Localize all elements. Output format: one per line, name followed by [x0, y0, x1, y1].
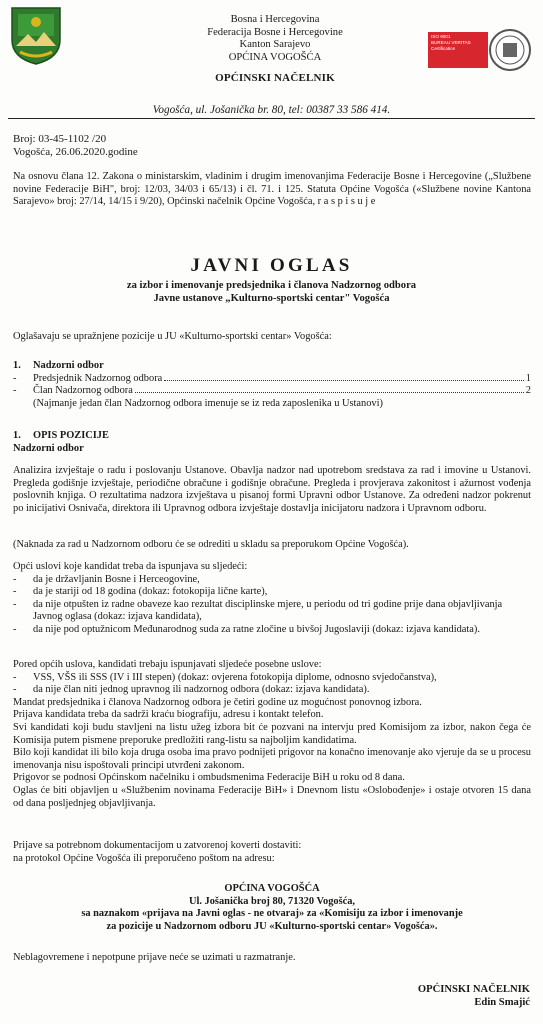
late-applications-notice: Neblagovremene i nepotpune prijave neće se uzimati u razmatranje. [13, 952, 296, 963]
position-row [13, 373, 531, 386]
address-marking-line-1: sa naznakom «prijava na Javni oglas - ne otvaraj» za «Komisiju za izbor i imenovanje [81, 908, 463, 920]
list-item-text: da je stariji od 18 godina (dokaz: fotokopija lične karte), [33, 586, 268, 598]
submission-line-1: Prijave sa potrebnom dokumentacijom u zatvorenoj koverti dostaviti: [13, 840, 302, 851]
list-item-text: da nije pod optužnicom Međunarodnog suda za ratne zločine u bivšoj Jugoslaviji (dokaz: izjava kandidata). [33, 623, 480, 635]
position-count: 2 [525, 385, 531, 397]
document-meta [13, 133, 313, 159]
section-number: 1. [13, 430, 21, 441]
header-institution-lines [155, 14, 395, 85]
page-subtitle [0, 280, 543, 305]
intro-text: Na osnovu člana 12. Zakona o ministarskim, vladinim i drugim imenovanjima Federacije Bosne i Hercegovine („Službene novine Federacije BiH", broj: 12/03, 34/03 i 65/13) i čl. 71. i 125. Statuta Općine Vogošća («Službene novine Kantona Sarajevo» broj: 27/14, 14/15 i 9/20), Općinski načelnik Općine Vogošća, [13, 171, 531, 208]
complaint-right-paragraph: Bilo koji kandidat ili bilo koja druga osoba ima pravo podnijeti prigovor na konačno imenovanje ako vjeruje da se u procesu imenovanja nisu ispoštovali principi utvrđeni zakonom. [13, 747, 531, 771]
header-divider [8, 118, 535, 119]
special-conditions-intro: Pored općih uslova, kandidati trebaju ispunjavati sljedeće posebne uslove: [13, 659, 322, 670]
bureau-veritas-seal-icon [488, 28, 532, 72]
list-item [13, 599, 531, 624]
position-label: Član Nadzornog odbora [33, 385, 133, 397]
header-office-title: OPĆINSKI NAČELNIK [215, 72, 335, 84]
interview-paragraph: Svi kandidati koji budu stavljeni na listu užeg izbora bit će pozvani na intervju pred Komisijom za izbor, nakon čega će Komisija putem pismene preporuke predložiti rang-listu sa najboljim kandidatima. [13, 721, 531, 746]
municipality-crest-icon [10, 6, 62, 66]
position-label: Predsjednik Nadzornog odbora [33, 372, 163, 384]
section-subheading: Nadzorni odbor [13, 442, 84, 454]
submission-instructions [13, 840, 531, 865]
list-item-mark: - [13, 586, 17, 598]
address-marking-line-2: za pozicije u Nadzornom odboru JU «Kulturno-sportski centar» Vogošća». [106, 920, 438, 932]
general-conditions-intro: Opći uslovi koje kandidat treba da ispunjava su sljedeći: [13, 561, 248, 572]
subtitle-line-1: za izbor i imenovanje predsjednika i članova Nadzornog odbora [126, 280, 417, 291]
address-recipient: OPĆINA VOGOŠĆA [224, 883, 320, 894]
list-item-text: da je državljanin Bosne i Herceogovine, [33, 573, 200, 585]
intro-announces: r a s p i s u j e [317, 196, 376, 208]
list-item-text: VSS, VŠS ili SSS (IV i III stepen) (dokaz: ovjerena fotokopija diplome, odnosno svjedočanstva), [33, 671, 437, 683]
submission-line-2: na protokol Općine Vogošća ili preporučeno poštom na adresu: [13, 852, 275, 864]
position-bullet: - [13, 372, 17, 384]
header-line-country: Bosna i Hercegovina [230, 14, 320, 25]
mandate-paragraph: Mandat predsjednika i članova Nadzornog odbora je četiri godine uz mogućnost ponovnog izbora. [13, 696, 422, 708]
header-line-municipality: OPĆINA VOGOŠĆA [228, 51, 322, 63]
dot-leader [164, 380, 524, 381]
position-bullet: - [13, 385, 17, 397]
list-item-mark: - [13, 623, 17, 635]
cert-line-2: BUREAU VERITAS [431, 40, 471, 45]
description-paragraph: Analizira izvještaje o radu i poslovanju Ustanove. Obavlja nadzor nad upotrebom sredstava za rad i imovine u Ustanovi. Pregleda godišnje izvještaje, periodične obračune i godišnje obračune. Pregleda i provjerava zakonitost i ažurnost vođenja poslovnih knjiga. O rezultatima nadzora izvještava u pisanoj formi Upravni odbor Ustanove. Za određeni nadzor pokrenut po inicijativi Osnivača, direktora ili Upravnog odbora izvještaje dostavlja inicijatoru nadzora i Upravnom odboru. [13, 465, 531, 514]
delivery-address-block [13, 883, 531, 933]
intro-paragraph [13, 171, 531, 209]
cert-line-3: Certification [431, 46, 456, 51]
dot-leader [135, 392, 524, 393]
list-item-mark: - [13, 671, 17, 683]
list-item-text: da nije član niti jednog upravnog ili nadzornog odbora (dokaz: izjava kandidata). [33, 684, 370, 696]
document-number: Broj: 03-45-1102 /20 [13, 133, 107, 145]
signature-title: OPĆINSKI NAČELNIK [417, 984, 530, 995]
list-item [13, 574, 531, 587]
section-supervisory-board [13, 360, 531, 410]
general-conditions [13, 561, 531, 637]
header-line-federation: Federacija Bosne i Hercegovine [207, 26, 343, 38]
subtitle-line-2: Javne ustanove „Kulturno-sportski centar" Vogošća [153, 292, 390, 304]
signature-name: Edin Smajić [474, 997, 530, 1008]
section-position-description [13, 430, 531, 455]
complaint-deadline-paragraph: Prigovor se podnosi Općinskom načelniku i ombudsmenima Federacije BiH u roku od 8 dana. [13, 772, 405, 784]
publication-paragraph: Oglas će biti objavljen u «Službenim novinama Federacije BiH» i Dnevnom listu «Oslobođenje» i ostaje otvoren 15 dana od dana posljednjeg objavljivanja. [13, 784, 531, 809]
document-place-date: Vogošća, 26.06.2020.godine [13, 146, 138, 158]
section-heading: OPIS POZICIJE [33, 430, 109, 441]
list-item-mark: - [13, 573, 17, 585]
list-item-mark: - [13, 684, 17, 696]
position-count: 1 [525, 372, 531, 384]
section-heading: Nadzorni odbor [33, 360, 104, 371]
iso-certification-badge [428, 32, 488, 68]
page-title: JAVNI OGLAS [190, 255, 353, 276]
section-number: 1. [13, 360, 21, 371]
list-item [13, 624, 531, 637]
section-note: (Najmanje jedan član Nadzornog odbora imenuje se iz reda zaposlenika u Ustanovi) [33, 397, 383, 409]
list-item [13, 684, 531, 697]
address-street: Ul. Jošanička broj 80, 71320 Vogošća, [188, 895, 356, 907]
list-item [13, 672, 531, 685]
application-content-paragraph: Prijava kandidata treba da sadrži kraću biografiju, adresu i kontakt telefon. [13, 709, 324, 721]
header-line-canton: Kanton Sarajevo [239, 39, 311, 50]
fee-note: (Naknada za rad u Nadzornom odboru će se odrediti u skladu sa preporukom Općine Vogošća). [13, 539, 409, 550]
signature-block [330, 983, 530, 1009]
announcement-line: Oglašavaju se upražnjene pozicije u JU «Kulturno-sportski centar» Vogošća: [13, 331, 332, 342]
position-row [13, 385, 531, 398]
list-item [13, 586, 531, 599]
list-item-mark: - [13, 598, 17, 610]
header-address: Vogošća, ul. Jošanička br. 80, tel: 00387 33 586 414. [152, 104, 391, 116]
cert-line-1: ISO 9001 [431, 34, 451, 39]
special-conditions [13, 659, 531, 810]
list-item-text: da nije otpušten iz radne obaveze kao rezultat disciplinske mjere, u periodu od tri godine prije dana objavljivanja Javnog oglasa (dokaz: izjava kandidata), [33, 598, 503, 623]
